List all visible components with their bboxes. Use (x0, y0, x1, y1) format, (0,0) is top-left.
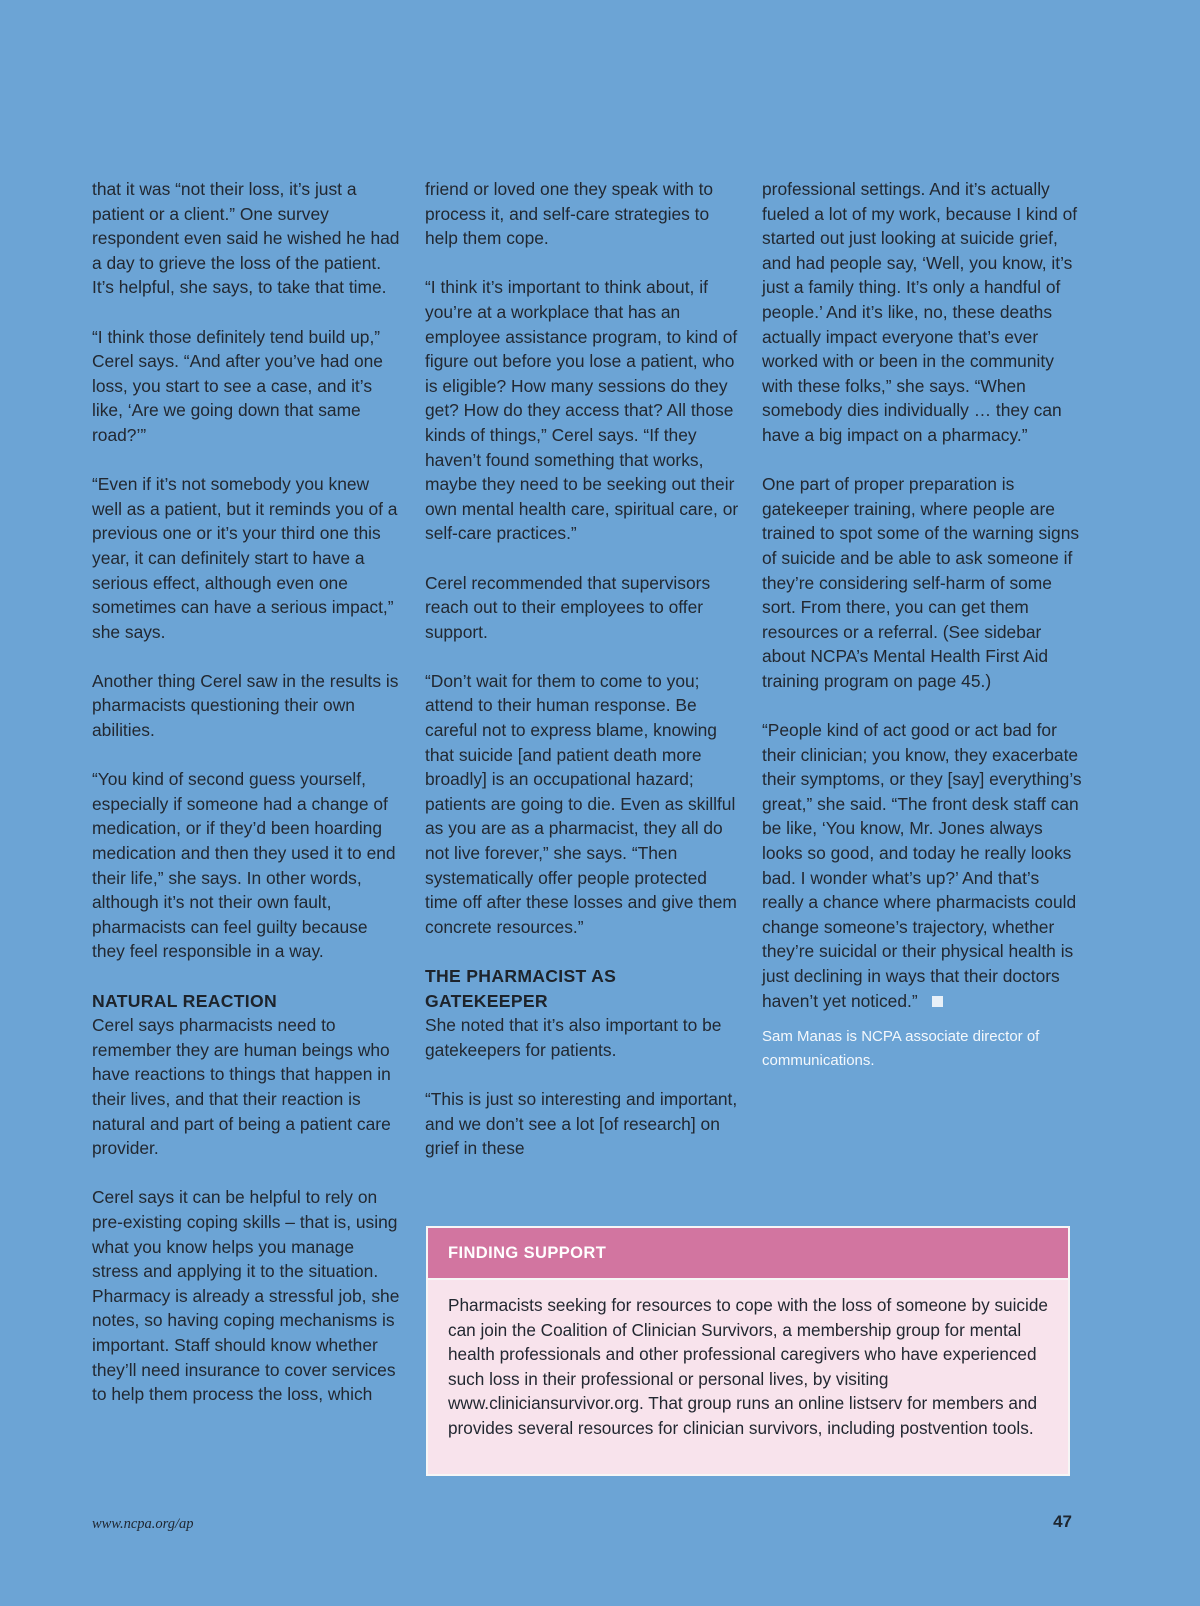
article-column-2 (425, 177, 740, 1161)
paragraph: She noted that it’s also important to be gatekeepers for patients. (425, 1015, 722, 1060)
paragraph: “This is just so interesting and important, and we don’t see a lot [of research] on grief in these (425, 1088, 738, 1159)
article-column-3 (762, 177, 1082, 1073)
paragraph-text: “People kind of act good or act bad for their clinician; you know, they exacerbate their symptoms, or they [say] everything’s great,” she said. “The front desk staff can be like, ‘You know, Mr. Jones always looks so good, and today he really looks bad. I wonder what’s up?’ And that’s really a chance where pharmacists could change someone’s trajectory, whether they’re suicidal or their physical health is just declining in ways that their doctors haven’t yet noticed.” (762, 720, 1082, 1011)
end-of-article-square-icon (932, 996, 943, 1007)
footer-url: www.ncpa.org/ap (92, 1516, 194, 1532)
paragraph: Cerel says pharmacists need to remember they are human beings who have reactions to things that happen in their lives, and that their reaction is natural and part of being a patient care provider. (92, 1015, 391, 1159)
paragraph: Cerel says it can be helpful to rely on pre-existing coping skills – that is, using what you know helps you manage stress and applying it to the situation. Pharmacy is already a stressful job, she notes, so having coping mechanisms is important. Staff should know whether they’ll need insurance to cover services to help them process the loss, which (92, 1187, 400, 1405)
paragraph: professional settings. And it’s actually fueled a lot of my work, because I kind of started out just looking at suicide grief, and had people say, ‘Well, you know, it’s just a family thing. It’s only a handful of people.’ And it’s like, no, these deaths actually impact everyone that’s ever worked with or been in the community with these folks,” she says. “When somebody dies individually … they can have a big impact on a pharmacy.” (762, 179, 1078, 445)
section-heading-natural-reaction: NATURAL REACTION (92, 990, 277, 1011)
paragraph: “Even if it’s not somebody you knew well as a patient, but it reminds you of a previous one or it’s your third one this year, it can definitely start to have a serious effect, although even one sometimes can have a serious impact,” she says. (92, 474, 398, 642)
paragraph: Another thing Cerel saw in the results is pharmacists questioning their own abilities. (92, 670, 399, 741)
section-heading-gatekeeper: THE PHARMACIST AS GATEKEEPER (425, 966, 617, 1011)
paragraph: One part of proper preparation is gatekeeper training, where people are trained to spot some of the warning signs of suicide and be able to ask someone if they’re considering self-harm of some sort. From there, you can get them resources or a referral. (See sidebar about NCPA’s Mental Health First Aid training program on page 45.) (762, 474, 1080, 691)
finding-support-sidebar (426, 1226, 1070, 1476)
paragraph: “Don’t wait for them to come to you; attend to their human response. Be careful not to express blame, knowing that suicide [and patient death more broadly] is an occupational hazard; patients are going to die. Even as skillful as you are as a pharmacist, they all do not live forever,” she says. “Then systematically offer people protected time off after these losses and give them concrete resources.” (425, 670, 737, 937)
paragraph: that it was “not their loss, it’s just a patient or a client.” One survey respondent even said he wished he had a day to grieve the loss of the patient. It’s helpful, she says, to take that time. (92, 179, 400, 298)
paragraph: “I think it’s important to think about, if you’re at a workplace that has an employee assistance program, to kind of figure out before you lose a patient, who is eligible? How many sessions do they get? How do they access that? All those kinds of things,” Cerel says. “If they haven’t found something that works, maybe they need to be seeking out their own mental health care, spiritual care, or self-care practices.” (425, 277, 739, 544)
sidebar-body: Pharmacists seeking for resources to cope with the loss of someone by suicide can join the Coalition of Clinician Survivors, a membership group for mental health professionals and other professional caregivers who have experienced such loss in their professional or personal lives, by visiting www.cliniciansurvivor.org. That group runs an online listserv for members and provides several resources for clinician survivors, including postvention tools. (448, 1295, 1048, 1438)
sidebar-title: FINDING SUPPORT (428, 1228, 1068, 1280)
paragraph: Cerel recommended that supervisors reach out to their employees to offer support. (425, 572, 711, 642)
paragraph-with-end-mark (762, 718, 1082, 1013)
paragraph: friend or loved one they speak with to process it, and self-care strategies to help them cope. (425, 179, 714, 249)
paragraph: “I think those definitely tend build up,” Cerel says. “And after you’ve had one loss, you start to see a case, and it’s like, ‘Are we going down that same road?’” (92, 326, 383, 445)
article-column-1 (92, 177, 402, 1407)
author-byline: Sam Manas is NCPA associate director of communications. (762, 1028, 1040, 1070)
paragraph: “You kind of second guess yourself, especially if someone had a change of medication, or if they’d been hoarding medication and then they used it to end their life,” she says. In other words, although it’s not their own fault, pharmacists can feel guilty because they feel responsible in a way. (92, 769, 396, 962)
page-number: 47 (1053, 1512, 1072, 1531)
